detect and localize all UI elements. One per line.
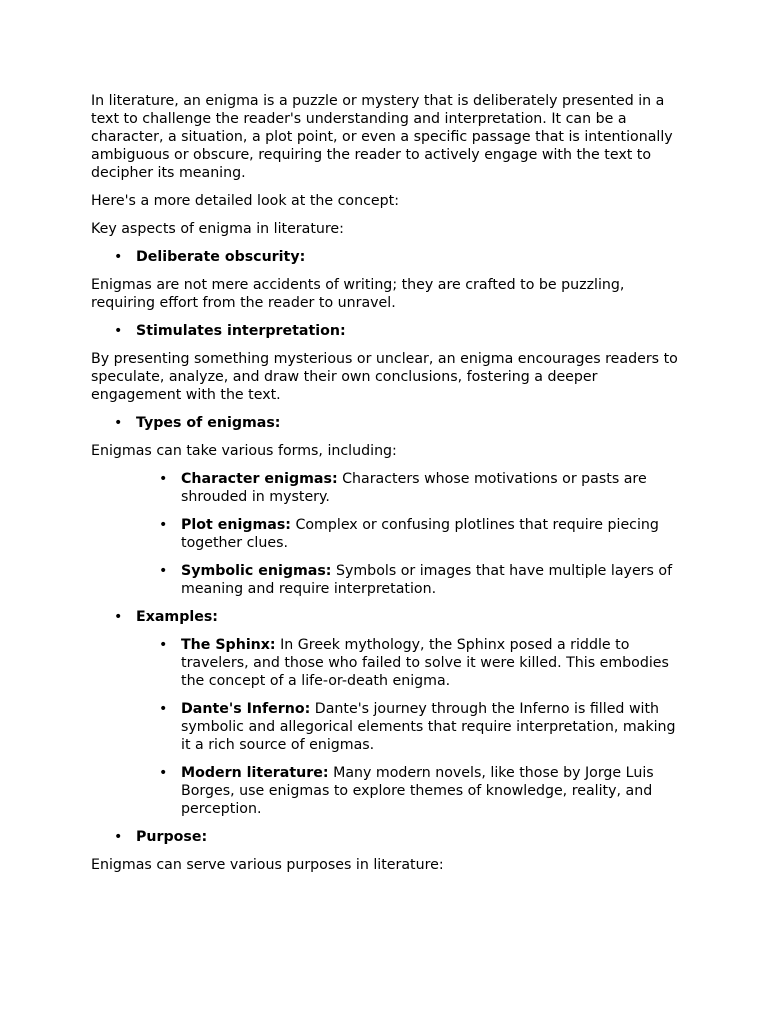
- nested-list-wrapper: [91, 470, 686, 598]
- list-item: [159, 636, 686, 690]
- section-heading: Examples:: [136, 609, 218, 625]
- section-heading-item: [114, 322, 686, 340]
- lead-paragraph: Here's a more detailed look at the concept:: [91, 193, 399, 209]
- section-list: [91, 414, 686, 432]
- list-item-term: Symbolic enigmas:: [181, 563, 332, 579]
- section-body: Enigmas can take various forms, including:: [91, 443, 397, 459]
- section-body: Enigmas can serve various purposes in literature:: [91, 857, 444, 873]
- list-item: [159, 700, 686, 754]
- list-item: [159, 470, 686, 506]
- section-heading: Purpose:: [136, 829, 208, 845]
- section-body: By presenting something mysterious or unclear, an enigma encourages readers to speculate, analyze, and draw their own conclusions, fostering a deeper engagement with the text.: [91, 351, 678, 403]
- bullet-icon: •: [159, 471, 168, 487]
- section-heading-item: [114, 828, 686, 846]
- section-heading-item: [114, 608, 686, 818]
- list-item-text: Symbols or images that have multiple layers of meaning and require interpretation.: [181, 563, 673, 597]
- bullet-icon: •: [159, 563, 168, 579]
- list-item-text: Many modern novels, like those by Jorge Luis Borges, use enigmas to explore themes of knowledge, reality, and perception.: [181, 765, 654, 817]
- bullet-icon: •: [114, 323, 123, 339]
- list-item-term: Dante's Inferno:: [181, 701, 311, 717]
- bullet-icon: •: [159, 701, 168, 717]
- section-list: [91, 608, 686, 818]
- list-item: [159, 764, 686, 818]
- list-item-term: Character enigmas:: [181, 471, 338, 487]
- list-item: [159, 562, 686, 598]
- section-heading-item: [114, 248, 686, 266]
- section-heading: Stimulates interpretation:: [136, 323, 346, 339]
- section-body: Enigmas are not mere accidents of writing; they are crafted to be puzzling, requiring effort from the reader to unravel.: [91, 277, 625, 311]
- bullet-icon: •: [114, 829, 123, 845]
- key-aspects-paragraph: Key aspects of enigma in literature:: [91, 221, 344, 237]
- section-list: [91, 828, 686, 846]
- list-item-term: The Sphinx:: [181, 637, 276, 653]
- bullet-icon: •: [114, 609, 123, 625]
- nested-list-container: [136, 470, 686, 598]
- document-body: [91, 92, 686, 884]
- list-item-term: Modern literature:: [181, 765, 329, 781]
- bullet-icon: •: [114, 249, 123, 265]
- list-item-text: In Greek mythology, the Sphinx posed a riddle to travelers, and those who failed to solve it were killed. This embodies the concept of a life-or-death enigma.: [181, 637, 669, 689]
- list-item-text: Complex or confusing plotlines that require piecing together clues.: [181, 517, 659, 551]
- list-item-text: Dante's journey through the Inferno is filled with symbolic and allegorical elements that require interpretation, making it a rich source of enigmas.: [181, 701, 676, 753]
- bullet-icon: •: [159, 517, 168, 533]
- section-list: [91, 322, 686, 340]
- bullet-icon: •: [159, 765, 168, 781]
- list-item-term: Plot enigmas:: [181, 517, 291, 533]
- bullet-icon: •: [159, 637, 168, 653]
- nested-list: [136, 636, 686, 818]
- section-heading-item: [114, 414, 686, 432]
- section-list: [91, 248, 686, 266]
- section-heading: Types of enigmas:: [136, 415, 281, 431]
- list-item-text: Characters whose motivations or pasts are shrouded in mystery.: [181, 471, 647, 505]
- bullet-icon: •: [114, 415, 123, 431]
- intro-paragraph: In literature, an enigma is a puzzle or mystery that is deliberately presented in a text to challenge the reader's understanding and interpretation. It can be a character, a situation, a plot point, or even a specific passage that is intentionally ambiguous or obscure, requiring the reader to actively engage with the text to decipher its meaning.: [91, 93, 673, 181]
- nested-list: [136, 470, 686, 598]
- list-item: [159, 516, 686, 552]
- section-heading: Deliberate obscurity:: [136, 249, 306, 265]
